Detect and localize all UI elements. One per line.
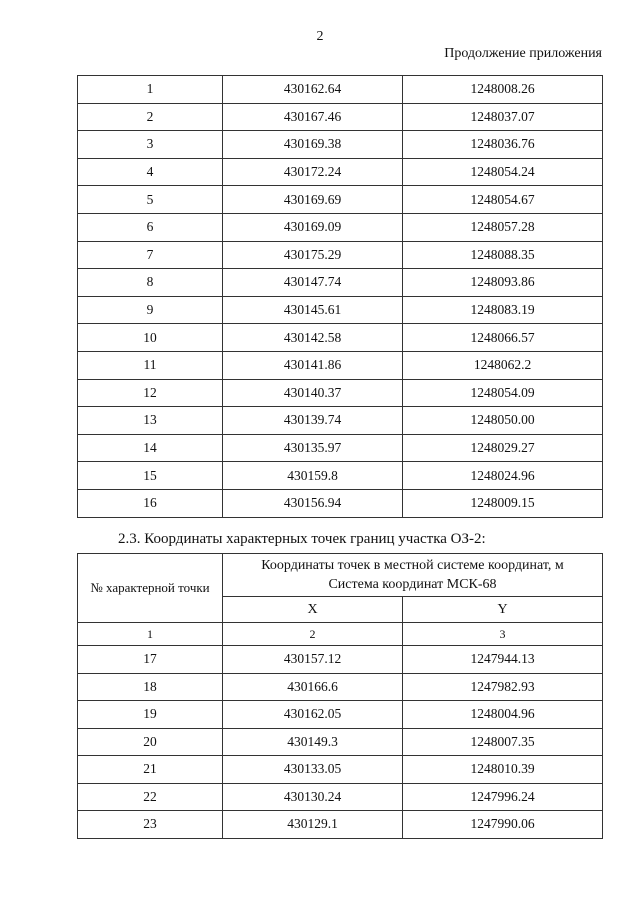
- table-row: [78, 158, 603, 186]
- table-row: [78, 646, 603, 674]
- point-number-cell: 6: [78, 213, 223, 241]
- table-row: [78, 783, 603, 811]
- point-number-cell: 10: [78, 324, 223, 352]
- x-coordinate-cell: 430130.24: [223, 783, 403, 811]
- point-number-cell: 15: [78, 462, 223, 490]
- y-coordinate-cell: 1247944.13: [403, 646, 603, 674]
- y-coordinate-cell: 1247990.06: [403, 811, 603, 839]
- y-coordinate-cell: 1247982.93: [403, 673, 603, 701]
- y-coordinate-cell: 1248062.2: [403, 351, 603, 379]
- point-number-cell: 3: [78, 131, 223, 159]
- point-number-header: № характерной точки: [78, 554, 223, 623]
- point-number-cell: 23: [78, 811, 223, 839]
- point-number-cell: 20: [78, 728, 223, 756]
- continuation-label: Продолжение приложения: [444, 46, 602, 61]
- table-row: [78, 379, 603, 407]
- table-row: [78, 296, 603, 324]
- table-row: [78, 673, 603, 701]
- point-number-cell: 13: [78, 407, 223, 435]
- column-number-2: 2: [223, 623, 403, 646]
- point-number-cell: 1: [78, 76, 223, 104]
- coordinates-table-continued: [77, 75, 603, 518]
- table-row: [78, 269, 603, 297]
- table-row: [78, 213, 603, 241]
- table-row: [78, 462, 603, 490]
- point-number-cell: 4: [78, 158, 223, 186]
- point-number-cell: 14: [78, 434, 223, 462]
- table-row: [78, 811, 603, 839]
- table-row: [78, 756, 603, 784]
- table-row: [78, 103, 603, 131]
- y-coordinate-cell: 1248010.39: [403, 756, 603, 784]
- x-coordinate-cell: 430147.74: [223, 269, 403, 297]
- table-row: [78, 728, 603, 756]
- column-number-1: 1: [78, 623, 223, 646]
- point-number-cell: 11: [78, 351, 223, 379]
- y-coordinate-cell: 1248004.96: [403, 701, 603, 729]
- coordinates-header-line2: Система координат МСК-68: [328, 577, 497, 592]
- page-number: 2: [316, 29, 324, 44]
- x-coordinate-cell: 430169.09: [223, 213, 403, 241]
- point-number-cell: 8: [78, 269, 223, 297]
- column-number-3: 3: [403, 623, 603, 646]
- coordinates-table-oz2: [77, 553, 603, 839]
- x-column-header: X: [223, 597, 403, 623]
- x-coordinate-cell: 430135.97: [223, 434, 403, 462]
- y-coordinate-cell: 1248054.24: [403, 158, 603, 186]
- point-number-cell: 5: [78, 186, 223, 214]
- y-coordinate-cell: 1248008.26: [403, 76, 603, 104]
- x-coordinate-cell: 430169.69: [223, 186, 403, 214]
- x-coordinate-cell: 430175.29: [223, 241, 403, 269]
- point-number-cell: 21: [78, 756, 223, 784]
- table-row: [78, 351, 603, 379]
- x-coordinate-cell: 430166.6: [223, 673, 403, 701]
- y-coordinate-cell: 1247996.24: [403, 783, 603, 811]
- x-coordinate-cell: 430159.8: [223, 462, 403, 490]
- y-coordinate-cell: 1248007.35: [403, 728, 603, 756]
- point-number-cell: 9: [78, 296, 223, 324]
- x-coordinate-cell: 430139.74: [223, 407, 403, 435]
- y-coordinate-cell: 1248057.28: [403, 213, 603, 241]
- coordinates-table-body: [78, 76, 603, 518]
- section-heading: 2.3. Координаты характерных точек границ участка ОЗ-2:: [118, 531, 486, 547]
- x-coordinate-cell: 430169.38: [223, 131, 403, 159]
- table-row: [78, 434, 603, 462]
- x-coordinate-cell: 430149.3: [223, 728, 403, 756]
- table-row: [78, 324, 603, 352]
- point-number-cell: 12: [78, 379, 223, 407]
- y-coordinate-cell: 1248066.57: [403, 324, 603, 352]
- x-coordinate-cell: 430157.12: [223, 646, 403, 674]
- y-coordinate-cell: 1248029.27: [403, 434, 603, 462]
- y-coordinate-cell: 1248093.86: [403, 269, 603, 297]
- x-coordinate-cell: 430140.37: [223, 379, 403, 407]
- point-number-cell: 16: [78, 489, 223, 517]
- table-row: [78, 131, 603, 159]
- table-row: [78, 241, 603, 269]
- coordinates-system-header: [223, 554, 603, 597]
- x-coordinate-cell: 430156.94: [223, 489, 403, 517]
- y-coordinate-cell: 1248009.15: [403, 489, 603, 517]
- point-number-cell: 7: [78, 241, 223, 269]
- y-coordinate-cell: 1248088.35: [403, 241, 603, 269]
- y-coordinate-cell: 1248054.67: [403, 186, 603, 214]
- y-coordinate-cell: 1248083.19: [403, 296, 603, 324]
- x-coordinate-cell: 430141.86: [223, 351, 403, 379]
- coordinates-table-oz2-body: [78, 646, 603, 839]
- table-row: [78, 701, 603, 729]
- x-coordinate-cell: 430129.1: [223, 811, 403, 839]
- y-coordinate-cell: 1248050.00: [403, 407, 603, 435]
- x-coordinate-cell: 430142.58: [223, 324, 403, 352]
- point-number-cell: 2: [78, 103, 223, 131]
- x-coordinate-cell: 430133.05: [223, 756, 403, 784]
- table-row: [78, 489, 603, 517]
- x-coordinate-cell: 430172.24: [223, 158, 403, 186]
- point-number-cell: 18: [78, 673, 223, 701]
- point-number-cell: 19: [78, 701, 223, 729]
- y-coordinate-cell: 1248037.07: [403, 103, 603, 131]
- table-row: [78, 186, 603, 214]
- x-coordinate-cell: 430145.61: [223, 296, 403, 324]
- table-row: [78, 76, 603, 104]
- point-number-cell: 17: [78, 646, 223, 674]
- y-column-header: Y: [403, 597, 603, 623]
- y-coordinate-cell: 1248024.96: [403, 462, 603, 490]
- coordinates-header-line1: Координаты точек в местной системе координат, м: [261, 558, 564, 573]
- table-row: [78, 407, 603, 435]
- y-coordinate-cell: 1248054.09: [403, 379, 603, 407]
- x-coordinate-cell: 430162.64: [223, 76, 403, 104]
- x-coordinate-cell: 430162.05: [223, 701, 403, 729]
- y-coordinate-cell: 1248036.76: [403, 131, 603, 159]
- x-coordinate-cell: 430167.46: [223, 103, 403, 131]
- point-number-cell: 22: [78, 783, 223, 811]
